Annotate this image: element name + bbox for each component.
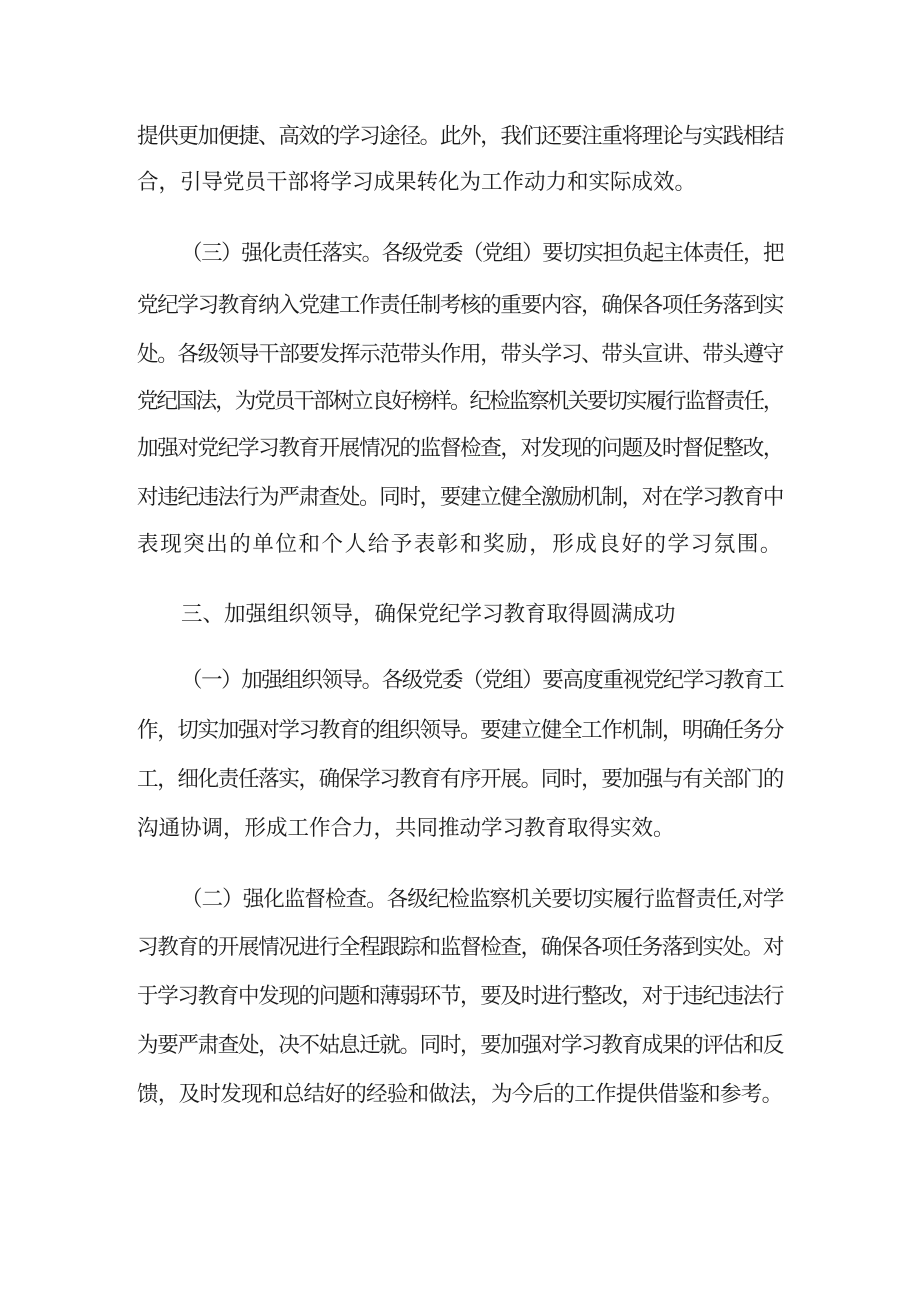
paragraph-line: 表现突出的单位和个人给予表彰和奖励，形成良好的学习氛围。 [137,532,783,557]
paragraph-line: 处。各级领导干部要发挥示范带头作用，带头学习、带头宣讲、带头遵守 [137,342,784,367]
paragraph-line: 工，细化责任落实，确保学习教育有序开展。同时，要加强与有关部门的 [137,767,784,792]
paragraph-line: 提供更加便捷、高效的学习途径。此外，我们还要注重将理论与实践相结 [137,124,784,149]
paragraph-line: 于学习教育中发现的问题和薄弱环节，要及时进行整改，对于违纪违法行 [137,984,784,1009]
paragraph-line: 党纪国法，为党员干部树立良好榜样。纪检监察机关要切实履行监督责任， [137,389,783,414]
paragraph-line: 加强对党纪学习教育开展情况的监督检查，对发现的问题及时督促整改， [137,436,784,461]
paragraph-line: 为要严肃查处，决不姑息迁就。同时，要加强对学习教育成果的评估和反 [137,1033,784,1058]
section-heading: 三、加强组织领导，确保党纪学习教育取得圆满成功 [181,602,676,627]
paragraph-line: 对违纪违法行为严肃查处。同时，要建立健全激励机制，对在学习教育中 [137,485,784,510]
paragraph-line: （一）加强组织领导。各级党委（党组）要高度重视党纪学习教育工 [181,668,784,693]
paragraph-line: 沟通协调，形成工作合力，共同推动学习教育取得实效。 [137,816,675,841]
paragraph-line: 习教育的开展情况进行全程跟踪和监督检查，确保各项任务落到实处。对 [137,935,784,960]
paragraph-line: 党纪学习教育纳入党建工作责任制考核的重要内容，确保各项任务落到实 [137,293,784,318]
paragraph-line: （三）强化责任落实。各级党委（党组）要切实担负起主体责任，把 [181,241,784,266]
paragraph-line: 馈，及时发现和总结好的经验和做法，为今后的工作提供借鉴和参考。 [137,1082,783,1107]
paragraph-line: （二）强化监督检查。各级纪检监察机关要切实履行监督责任,对学 [181,887,784,912]
paragraph-line: 作，切实加强对学习教育的组织领导。要建立健全工作机制，明确任务分 [137,718,784,743]
paragraph-line: 合，引导党员干部将学习成果转化为工作动力和实际成效。 [137,170,697,195]
